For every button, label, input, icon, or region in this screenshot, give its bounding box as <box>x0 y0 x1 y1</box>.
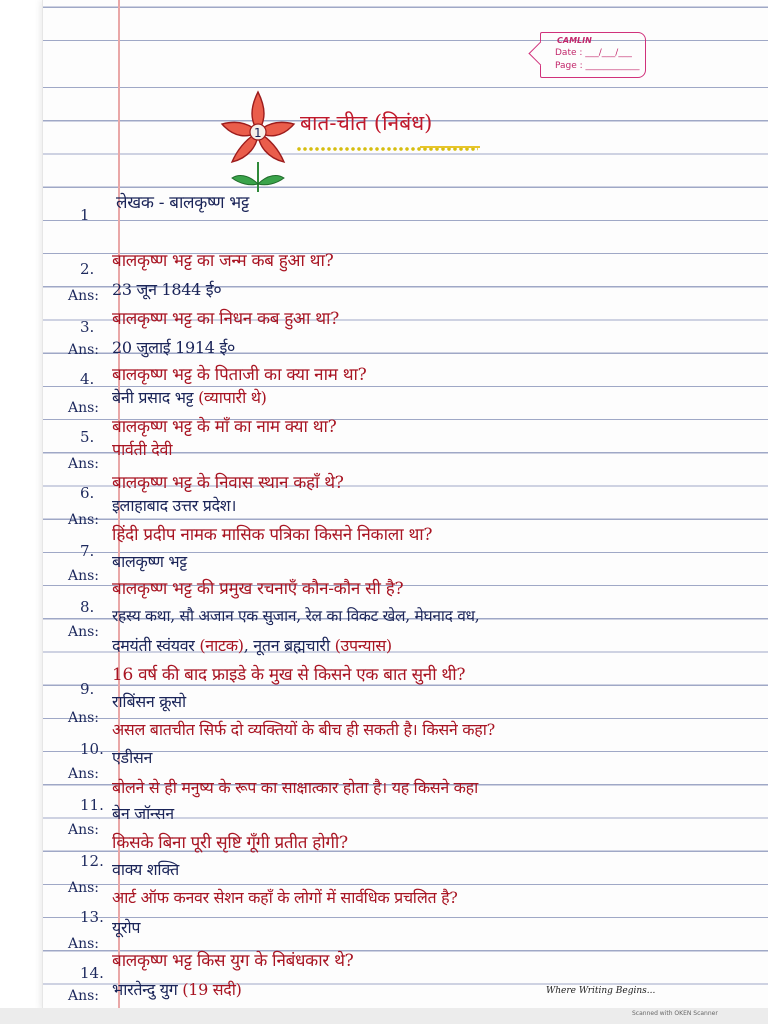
flower-doodle-icon <box>218 88 298 194</box>
brand-label: CAMLIN <box>557 36 592 45</box>
scanner-watermark: Scanned with OKEN Scanner <box>632 1010 718 1017</box>
question-text: बालकृष्ण भट्ट के पिताजी का क्या नाम था? <box>112 365 367 385</box>
question-text: हिंदी प्रदीप नामक मासिक पत्रिका किसने निकाला था? <box>112 525 433 545</box>
answer-label: Ans: <box>68 288 100 304</box>
answer-text: पार्वती देवी <box>112 440 173 459</box>
question-number: 5. <box>80 428 95 446</box>
answer-play-note: (नाटक) <box>199 636 244 655</box>
answer-note: (व्यापारी थे) <box>198 388 267 407</box>
answer-label: Ans: <box>68 822 100 838</box>
answer-novel-note: (उपन्यास) <box>334 636 392 655</box>
question-number: 2. <box>80 260 95 278</box>
answer-main: बेनी प्रसाद भट्ट <box>112 388 194 407</box>
essay-title: बात-चीत (निबंध) <box>300 111 433 135</box>
date-page-box <box>540 32 646 78</box>
question-number: 11. <box>80 796 104 814</box>
question-number: 13. <box>80 908 104 926</box>
answer-label: Ans: <box>68 936 100 952</box>
question-text: किसके बिना पूरी सृष्टि गूँगी प्रतीत होगी? <box>112 833 348 853</box>
answer-text: इलाहाबाद उत्तर प्रदेश। <box>112 496 237 515</box>
question-text: बोलने से ही मनुष्य के रूप का साक्षात्कार होता है। यह किसने कहा <box>112 778 479 797</box>
answer-label: Ans: <box>68 456 100 472</box>
notebook-tagline: Where Writing Begins... <box>546 986 656 996</box>
answer-text: 20 जुलाई 1914 ई० <box>112 338 236 357</box>
page-label: Page : ____________ <box>555 61 640 71</box>
answer-text: राबिंसन क्रूसो <box>112 692 186 711</box>
answer-text: वाक्य शक्ति <box>112 860 179 879</box>
date-label: Date : ___/___/___ <box>555 48 632 58</box>
answer-text: रहस्य कथा, सौ अजान एक सुजान, रेल का विकट खेल, मेघनाद वध, <box>112 607 480 625</box>
answer-label: Ans: <box>68 710 100 726</box>
answer-label: Ans: <box>68 880 100 896</box>
question-text: बालकृष्ण भट्ट की प्रमुख रचनाएँ कौन-कौन सी है? <box>112 579 404 599</box>
title-underline-stroke <box>420 146 480 148</box>
answer-text <box>112 978 242 1000</box>
question-number: 8. <box>80 598 95 616</box>
answer-main: भारतेन्दु युग <box>112 980 178 999</box>
flower-number: 1 <box>254 126 262 140</box>
answer-label: Ans: <box>68 988 100 1004</box>
answer-label: Ans: <box>68 568 100 584</box>
answer-label: Ans: <box>68 624 100 640</box>
question-number: 10. <box>80 740 104 758</box>
question-number: 1 <box>80 206 90 224</box>
answer-play: दमयंती स्वंयवर <box>112 636 195 655</box>
author-line: लेखक - बालकृष्ण भट्ट <box>116 193 249 213</box>
answer-label: Ans: <box>68 400 100 416</box>
question-number: 12. <box>80 852 104 870</box>
question-number: 9. <box>80 680 95 698</box>
question-number: 7. <box>80 542 95 560</box>
answer-label: Ans: <box>68 512 100 528</box>
answer-text <box>112 386 267 408</box>
question-text: असल बातचीत सिर्फ दो व्यक्तियों के बीच ही सकती है। किसने कहा? <box>112 720 495 739</box>
answer-text: बालकृष्ण भट्ट <box>112 552 187 571</box>
answer-text-line2 <box>112 634 392 656</box>
question-text: बालकृष्ण भट्ट का जन्म कब हुआ था? <box>112 251 334 271</box>
answer-label: Ans: <box>68 342 100 358</box>
answer-text: यूरोप <box>112 918 141 937</box>
question-number: 14. <box>80 964 104 982</box>
question-text: बालकृष्ण भट्ट के माँ का नाम क्या था? <box>112 417 337 437</box>
question-number: 4. <box>80 370 95 388</box>
question-number: 6. <box>80 484 95 502</box>
answer-text: बेन जॉन्सन <box>112 804 174 823</box>
answer-text: 23 जून 1844 ई० <box>112 280 222 299</box>
answer-label: Ans: <box>68 766 100 782</box>
question-text: बालकृष्ण भट्ट किस युग के निबंधकार थे? <box>112 951 354 971</box>
question-text: आर्ट ऑफ कनवर सेशन कहाँ के लोगों में सार्वधिक प्रचलित है? <box>112 888 458 907</box>
question-text: बालकृष्ण भट्ट का निधन कब हुआ था? <box>112 309 339 329</box>
question-text: 16 वर्ष की बाद फ्राइडे के मुख से किसने एक बात सुनी थी? <box>112 665 466 685</box>
question-number: 3. <box>80 318 95 336</box>
answer-note: (19 सदी) <box>182 980 242 999</box>
answer-novel: , नूतन ब्रह्मचारी <box>243 636 330 655</box>
answer-text: एडीसन <box>112 748 153 767</box>
question-text: बालकृष्ण भट्ट के निवास स्थान कहाँ थे? <box>112 473 344 493</box>
